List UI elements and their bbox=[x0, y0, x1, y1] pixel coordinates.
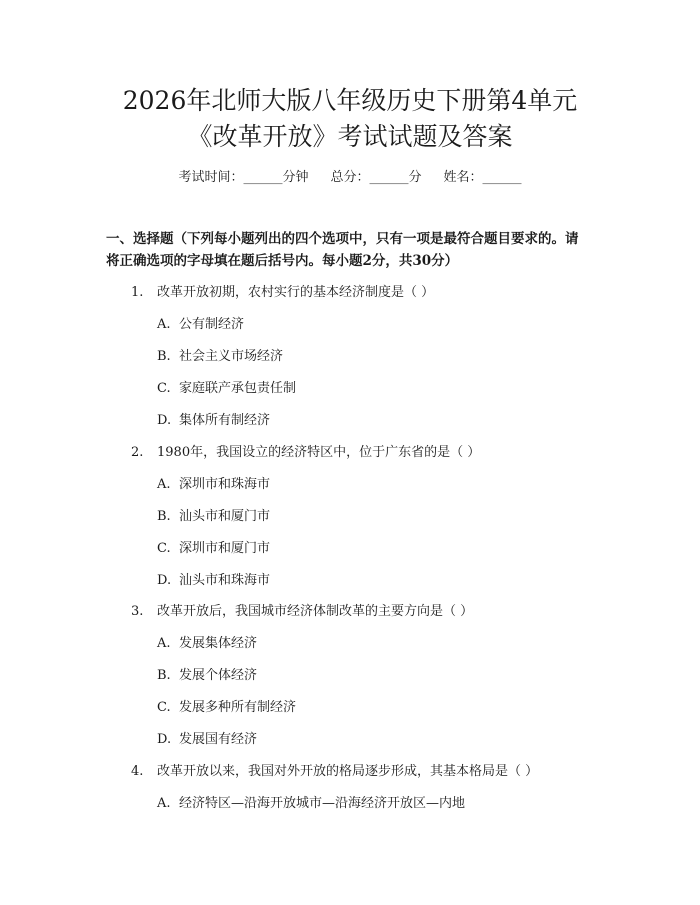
option-text: 发展个体经济 bbox=[179, 668, 258, 683]
option-letter: A. bbox=[157, 796, 171, 811]
option-text: 深圳市和厦门市 bbox=[179, 541, 271, 556]
option bbox=[157, 539, 270, 559]
option bbox=[157, 315, 244, 335]
question-text: 改革开放以来，我国对外开放的格局逐步形成，其基本格局是（ ） bbox=[157, 764, 539, 779]
option bbox=[157, 794, 465, 814]
option-text: 社会主义市场经济 bbox=[179, 349, 284, 364]
question-number: 4. bbox=[131, 764, 144, 779]
option bbox=[157, 666, 257, 686]
option-text: 发展多种所有制经济 bbox=[179, 700, 297, 715]
option bbox=[157, 379, 296, 399]
document-title-line-1: 2026年北师大版八年级历史下册第4单元 bbox=[122, 86, 578, 115]
question-text: 改革开放初期，农村实行的基本经济制度是（ ） bbox=[157, 285, 435, 300]
option-text: 发展集体经济 bbox=[179, 636, 258, 651]
option-letter: B. bbox=[157, 349, 171, 364]
question-number: 2. bbox=[131, 445, 144, 460]
exam-info-row bbox=[0, 168, 700, 188]
option bbox=[157, 634, 257, 654]
question-text: 1980年，我国设立的经济特区中，位于广东省的是（ ） bbox=[157, 445, 481, 460]
exam-time-field: 考试时间：______分钟 bbox=[178, 170, 309, 185]
question-text: 改革开放后，我国城市经济体制改革的主要方向是（ ） bbox=[157, 604, 474, 619]
option-letter: B. bbox=[157, 668, 171, 683]
option-text: 汕头市和厦门市 bbox=[179, 509, 271, 524]
name-field: 姓名：______ bbox=[443, 170, 522, 185]
section-heading-line-1: 一、选择题（下列每小题列出的四个选项中，只有一项是最符合题目要求的。请 bbox=[106, 231, 579, 247]
option-text: 集体所有制经济 bbox=[179, 413, 271, 428]
option-letter: D. bbox=[157, 573, 172, 588]
option bbox=[157, 698, 296, 718]
option-letter: D. bbox=[157, 413, 172, 428]
option bbox=[157, 507, 270, 527]
option-letter: C. bbox=[157, 541, 171, 556]
option-letter: A. bbox=[157, 636, 171, 651]
option-text: 深圳市和珠海市 bbox=[179, 477, 271, 492]
question-number: 1. bbox=[131, 285, 144, 300]
question-number: 3. bbox=[131, 604, 144, 619]
option-letter: A. bbox=[157, 317, 171, 332]
option-text: 公有制经济 bbox=[179, 317, 245, 332]
option-text: 经济特区—沿海开放城市—沿海经济开放区—内地 bbox=[179, 796, 466, 811]
option-letter: C. bbox=[157, 700, 171, 715]
option bbox=[157, 475, 270, 495]
option bbox=[157, 411, 270, 431]
option-letter: C. bbox=[157, 381, 171, 396]
option bbox=[157, 571, 270, 591]
option-letter: D. bbox=[157, 732, 172, 747]
option-text: 家庭联产承包责任制 bbox=[179, 381, 297, 396]
document-title-line-2: 《改革开放》考试试题及答案 bbox=[187, 122, 513, 151]
option-text: 发展国有经济 bbox=[179, 732, 258, 747]
option-text: 汕头市和珠海市 bbox=[179, 573, 271, 588]
option bbox=[157, 730, 257, 750]
option-letter: B. bbox=[157, 509, 171, 524]
option bbox=[157, 347, 283, 367]
section-heading bbox=[106, 228, 606, 272]
option-letter: A. bbox=[157, 477, 171, 492]
total-score-field: 总分：______分 bbox=[330, 170, 422, 185]
section-heading-line-2: 将正确选项的字母填在题后括号内。每小题2分，共30分） bbox=[106, 253, 459, 269]
